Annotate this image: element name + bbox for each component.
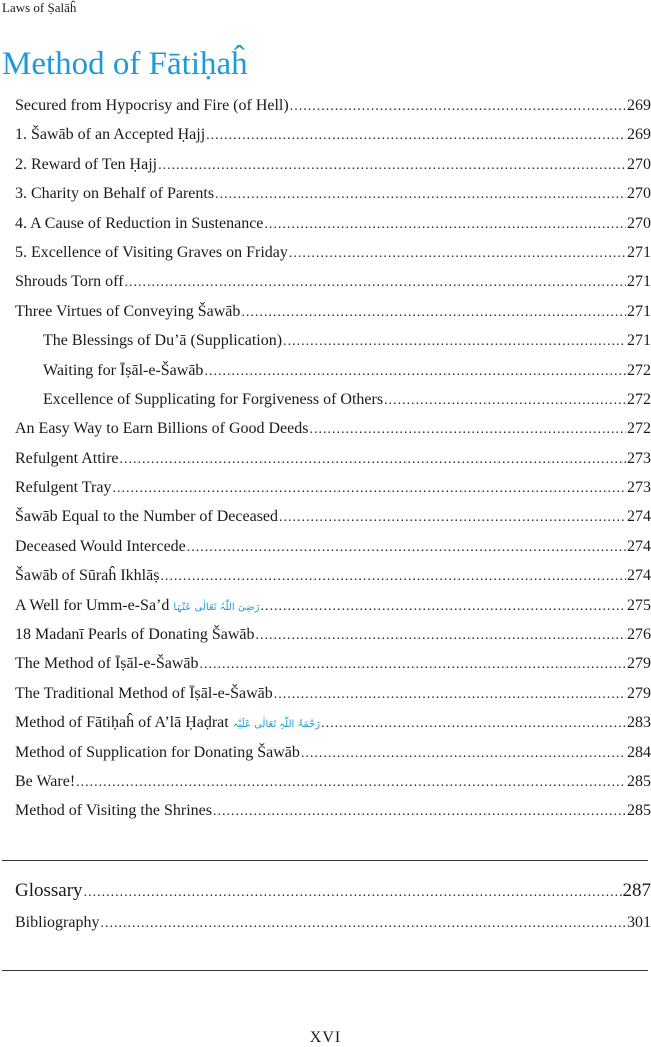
dot-leader (215, 187, 626, 203)
toc-entry-label: Refulgent Attire (15, 450, 119, 468)
toc-entry[interactable] (15, 97, 651, 126)
toc-entry[interactable] (15, 626, 651, 655)
toc-entry[interactable] (15, 185, 651, 214)
toc-entry[interactable] (15, 420, 651, 449)
toc-entry-label: Method of Fātiḥaĥ of A’lā Ḥaḍrat (15, 714, 229, 732)
toc-entry-label: Šawāb of Sūraĥ Ikhlāṣ (15, 567, 159, 585)
toc-entry[interactable] (15, 391, 651, 420)
toc-entry[interactable] (15, 215, 651, 244)
toc-entry-label: An Easy Way to Earn Billions of Good Deeds (15, 420, 308, 438)
toc-entry-label: Bibliography (15, 914, 99, 932)
dot-leader (290, 99, 626, 115)
back-matter-list (15, 880, 651, 943)
toc-entry-page: 274 (627, 538, 651, 556)
toc-entry-label: Deceased Would Intercede (15, 538, 186, 556)
toc-entry-page: 272 (627, 420, 651, 438)
toc-entry-label: 1. Šawāb of an Accepted Ḥajj (15, 126, 205, 144)
toc-entry-page: 274 (627, 508, 651, 526)
toc-entry-page: 301 (627, 914, 651, 932)
toc-entry[interactable] (15, 597, 651, 626)
dot-leader (206, 128, 626, 144)
divider (2, 970, 648, 971)
honorific-text: رَضِیَ اللّٰہُ تَعَالٰی عَنْہَا (173, 602, 259, 613)
toc-entry-label: Be Ware! (15, 773, 75, 791)
toc-entry-label: The Blessings of Du’ā (Supplication) (43, 332, 282, 350)
dot-leader (158, 158, 626, 174)
toc-entry-page: 273 (627, 450, 651, 468)
toc-entry-page: 279 (627, 655, 651, 673)
toc-entry-page: 270 (627, 215, 651, 233)
toc-entry[interactable] (15, 479, 651, 508)
toc-entry-page: 272 (627, 362, 651, 380)
toc-entry-label: Glossary (15, 880, 83, 902)
toc-entry-label: Three Virtues of Conveying Šawāb (15, 303, 240, 321)
toc-entry-label: 5. Excellence of Visiting Graves on Friday (15, 244, 288, 262)
toc-entry-label: Refulgent Tray (15, 479, 111, 497)
toc-entry[interactable] (15, 714, 651, 743)
dot-leader (279, 510, 626, 526)
toc-entry[interactable] (15, 655, 651, 684)
toc-entry[interactable] (15, 273, 651, 302)
toc-entry-page: 269 (627, 97, 651, 115)
toc-entry-page: 271 (627, 244, 651, 262)
toc-entry-label: Shrouds Torn off (15, 273, 124, 291)
dot-leader (283, 334, 626, 350)
dot-leader (256, 628, 626, 644)
toc-entry-page: 274 (627, 567, 651, 585)
dot-leader (321, 716, 626, 732)
toc-entry[interactable] (15, 880, 651, 914)
toc-entry-label: Method of Visiting the Shrines (15, 802, 212, 820)
dot-leader (125, 275, 626, 291)
dot-leader (100, 916, 626, 932)
dot-leader (309, 422, 626, 438)
toc-entry[interactable] (15, 567, 651, 596)
toc-entry[interactable] (15, 538, 651, 567)
dot-leader (84, 885, 622, 901)
toc-entry-page: 283 (627, 714, 651, 732)
toc-entry[interactable] (15, 244, 651, 273)
toc-entry[interactable] (15, 744, 651, 773)
dot-leader (200, 657, 627, 673)
toc-entry[interactable] (15, 126, 651, 155)
dot-leader (384, 393, 626, 409)
toc-entry[interactable] (15, 332, 651, 361)
toc-entry-label: The Method of Īṣāl-e-Šawāb (15, 655, 199, 673)
toc-entry-page: 270 (627, 156, 651, 174)
toc-entry[interactable] (15, 156, 651, 185)
toc-entry-label: Šawāb Equal to the Number of Deceased (15, 508, 278, 526)
toc-entry[interactable] (15, 685, 651, 714)
toc-entry-page: 271 (627, 332, 651, 350)
dot-leader (187, 540, 626, 556)
toc-entry-label: Excellence of Supplicating for Forgiveness of Others (43, 391, 383, 409)
dot-leader (241, 305, 626, 321)
page-number: XVI (0, 1029, 651, 1047)
toc-entry[interactable] (15, 802, 651, 831)
dot-leader (213, 804, 626, 820)
toc-entry-page: 285 (627, 773, 651, 791)
toc-entry-page: 271 (627, 303, 651, 321)
dot-leader (274, 687, 626, 703)
toc-entry-page: 284 (627, 744, 651, 762)
toc-entry-label: A Well for Umm-e-Sa’d (15, 597, 169, 615)
toc-entry[interactable] (15, 508, 651, 537)
toc-entry[interactable] (15, 450, 651, 479)
toc-entry-page: 276 (627, 626, 651, 644)
toc-entry-label: Method of Supplication for Donating Šawāb (15, 744, 300, 762)
toc-entry-label: Secured from Hypocrisy and Fire (of Hell) (15, 97, 289, 115)
toc-entry-label: 2. Reward of Ten Ḥajj (15, 156, 157, 174)
toc-entry-page: 271 (627, 273, 651, 291)
honorific-text: رَحْمَۃُ اللّٰہِ تَعَالٰی عَلَیْہ (233, 719, 320, 730)
toc-entry-page: 270 (627, 185, 651, 203)
toc-entry-label: 4. A Cause of Reduction in Sustenance (15, 215, 263, 233)
toc-entry[interactable] (15, 914, 651, 943)
toc-entry-page: 287 (623, 880, 651, 902)
toc-entry-label: 3. Charity on Behalf of Parents (15, 185, 214, 203)
toc-entry-label: 18 Madanī Pearls of Donating Šawāb (15, 626, 255, 644)
dot-leader (112, 481, 626, 497)
dot-leader (76, 775, 626, 791)
toc-entry-label: Waiting for Īṣāl-e-Šawāb (43, 362, 203, 380)
toc-entry-page: 285 (627, 802, 651, 820)
toc-entry-page: 272 (627, 391, 651, 409)
toc-entry-page: 273 (627, 479, 651, 497)
dot-leader (301, 746, 626, 762)
dot-leader (204, 364, 626, 380)
table-of-contents (15, 97, 651, 832)
toc-entry-page: 275 (627, 597, 651, 615)
toc-entry[interactable] (15, 303, 651, 332)
chapter-title: Method of Fātiḥaĥ (2, 44, 248, 84)
toc-entry[interactable] (15, 362, 651, 391)
dot-leader (160, 569, 626, 585)
running-head: Laws of Ṣalāĥ (2, 0, 76, 16)
divider (2, 860, 648, 861)
toc-entry[interactable] (15, 773, 651, 802)
dot-leader (261, 599, 626, 615)
toc-entry-page: 279 (627, 685, 651, 703)
toc-entry-label: The Traditional Method of Īṣāl-e-Šawāb (15, 685, 273, 703)
dot-leader (289, 246, 626, 262)
dot-leader (120, 452, 626, 468)
toc-entry-page: 269 (627, 126, 651, 144)
dot-leader (264, 217, 626, 233)
